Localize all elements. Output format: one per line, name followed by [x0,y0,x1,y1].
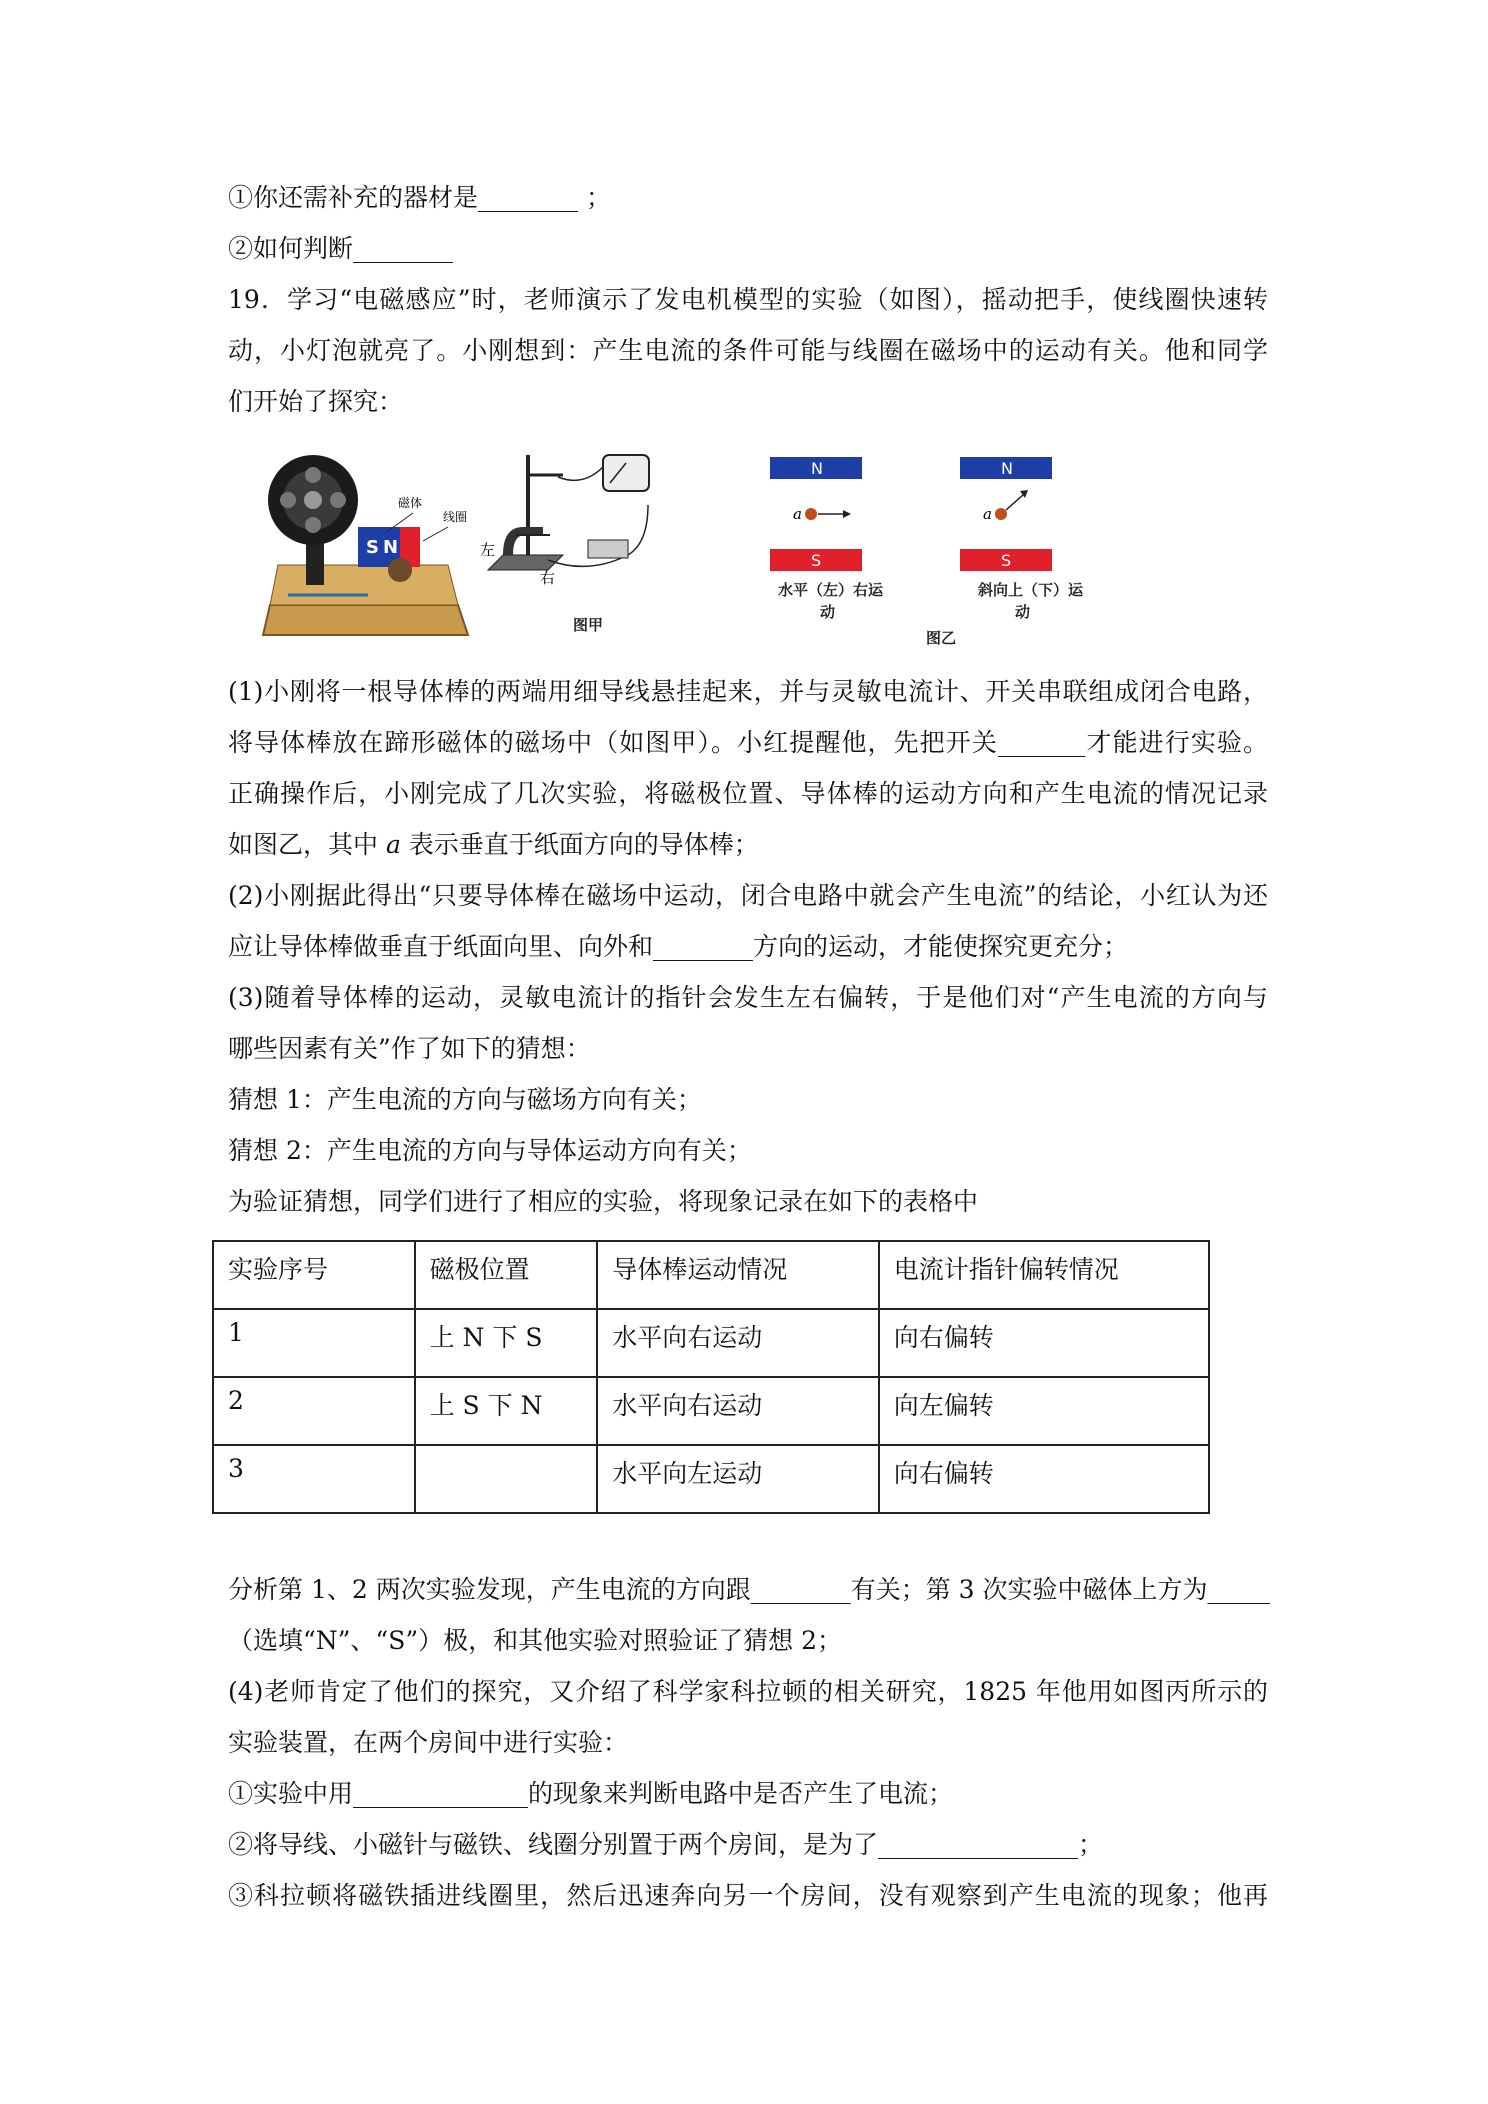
svg-text:N: N [1001,459,1013,478]
q19-part1-line-4 [228,828,759,862]
table-header-cell: 磁极位置 [415,1241,598,1309]
svg-text:a: a [983,505,992,523]
q19-part1-line-4-suffix: 表示垂直于纸面方向的导体棒； [400,830,759,859]
q19-stem-line-2: 动，小灯泡就亮了。小刚想到：产生电流的条件可能与线圈在磁场中的运动有关。他和同学 [228,336,1268,365]
diagram-yi-horizontal-motion [770,457,884,621]
q19-stem-line-3: 们开始了探究： [228,387,404,416]
hypothesis-1: 猜想 1：产生电流的方向与磁场方向有关； [228,1085,702,1114]
rod-symbol-a: a [385,830,401,859]
analysis-line-2: （选填“N”、“S”）极，和其他实验对照验证了猜想 2； [228,1626,842,1655]
hypothesis-2: 猜想 2：产生电流的方向与导体运动方向有关； [228,1136,752,1165]
diagram-yi-oblique-motion [926,457,1084,647]
svg-text:磁体: 磁体 [398,496,423,510]
svg-text:水平（左）右运: 水平（左）右运 [778,581,884,599]
experiment-figure [258,445,1138,655]
table-cell: 向右偏转 [879,1309,1209,1377]
svg-text:动: 动 [820,603,836,621]
svg-text:a: a [793,505,802,523]
q19-part3-line-2: 哪些因素有关”作了如下的猜想： [228,1034,591,1063]
table-cell [415,1445,598,1513]
q19-part3-line-1: (3)随着导体棒的运动，灵敏电流计的指针会发生左右偏转，于是他们对“产生电流的方向与 [228,983,1268,1012]
table-cell: 2 [213,1377,415,1445]
table-row [213,1309,1209,1377]
svg-text:左: 左 [480,541,496,559]
table-header-cell: 导体棒运动情况 [597,1241,878,1309]
table-cell: 1 [213,1309,415,1377]
q19-part1-line-1: (1)小刚将一根导体棒的两端用细导线悬挂起来，并与灵敏电流计、开关串联组成闭合电路， [228,677,1268,706]
table-cell: 上 N 下 S [415,1309,598,1377]
table-cell: 水平向右运动 [597,1377,878,1445]
table-row [213,1445,1209,1513]
q19-part1-line-3: 正确操作后，小刚完成了几次实验，将磁极位置、导体棒的运动方向和产生电流的情况记录 [228,779,1268,808]
q18-subquestion-2: ②如何判断________ [228,234,454,263]
table-row [213,1377,1209,1445]
q19-part4-sub-2: ②将导线、小磁针与磁铁、线圈分别置于两个房间，是为了________________； [228,1830,1104,1859]
table-cell: 水平向左运动 [597,1445,878,1513]
table-cell: 向左偏转 [879,1377,1209,1445]
table-header-cell: 电流计指针偏转情况 [879,1241,1209,1309]
analysis-line-1: 分析第 1、2 两次实验发现，产生电流的方向跟________有关；第 3 次实验中磁体上方为_____ [228,1575,1271,1604]
apparatus-jia-image [480,455,649,634]
svg-text:S: S [366,537,379,558]
q19-stem-line-1: 19．学习“电磁感应”时，老师演示了发电机模型的实验（如图），摇动把手，使线圈快速转 [228,285,1268,314]
q19-part1-line-2: 将导体棒放在蹄形磁体的磁场中（如图甲）。小红提醒他，先把开关_______才能进行实验。 [228,728,1268,757]
svg-text:S: S [1001,551,1012,570]
svg-text:S: S [811,551,822,570]
q18-subquestion-1: ①你还需补充的器材是________ ； [228,183,611,212]
svg-text:图乙: 图乙 [926,629,957,647]
q19-part1-line-4-prefix: 如图乙，其中 [228,830,386,859]
table-header-cell: 实验序号 [213,1241,415,1309]
svg-text:右: 右 [540,569,556,587]
table-cell: 向右偏转 [879,1445,1209,1513]
svg-text:N: N [383,537,399,558]
q19-part4-line-2: 实验装置，在两个房间中进行实验： [228,1728,629,1757]
svg-text:动: 动 [1015,603,1031,621]
svg-text:线圈: 线圈 [443,510,468,524]
experiment-table [212,1240,1210,1514]
table-intro: 为验证猜想，同学们进行了相应的实验，将现象记录在如下的表格中 [228,1187,979,1216]
q19-part2-line-2: 应让导体棒做垂直于纸面向里、向外和________方向的运动，才能使探究更充分； [228,932,1129,961]
q19-part4-line-1: (4)老师肯定了他们的探究，又介绍了科学家科拉顿的相关研究，1825 年他用如图丙所示的 [228,1677,1268,1706]
table-cell: 上 S 下 N [415,1377,598,1445]
table-cell: 3 [213,1445,415,1513]
svg-text:图甲: 图甲 [573,616,604,634]
generator-model-image [263,455,468,635]
q19-part4-sub-1: ①实验中用______________的现象来判断电路中是否产生了电流； [228,1779,954,1808]
svg-text:N: N [811,459,823,478]
q19-part2-line-1: (2)小刚据此得出“只要导体棒在磁场中运动，闭合电路中就会产生电流”的结论，小红认为还 [228,881,1268,910]
table-header-row [213,1241,1209,1309]
svg-text:斜向上（下）运: 斜向上（下）运 [978,581,1084,599]
q19-part4-sub-3: ③科拉顿将磁铁插进线圈里，然后迅速奔向另一个房间，没有观察到产生电流的现象；他再 [228,1881,1268,1910]
table-cell: 水平向右运动 [597,1309,878,1377]
